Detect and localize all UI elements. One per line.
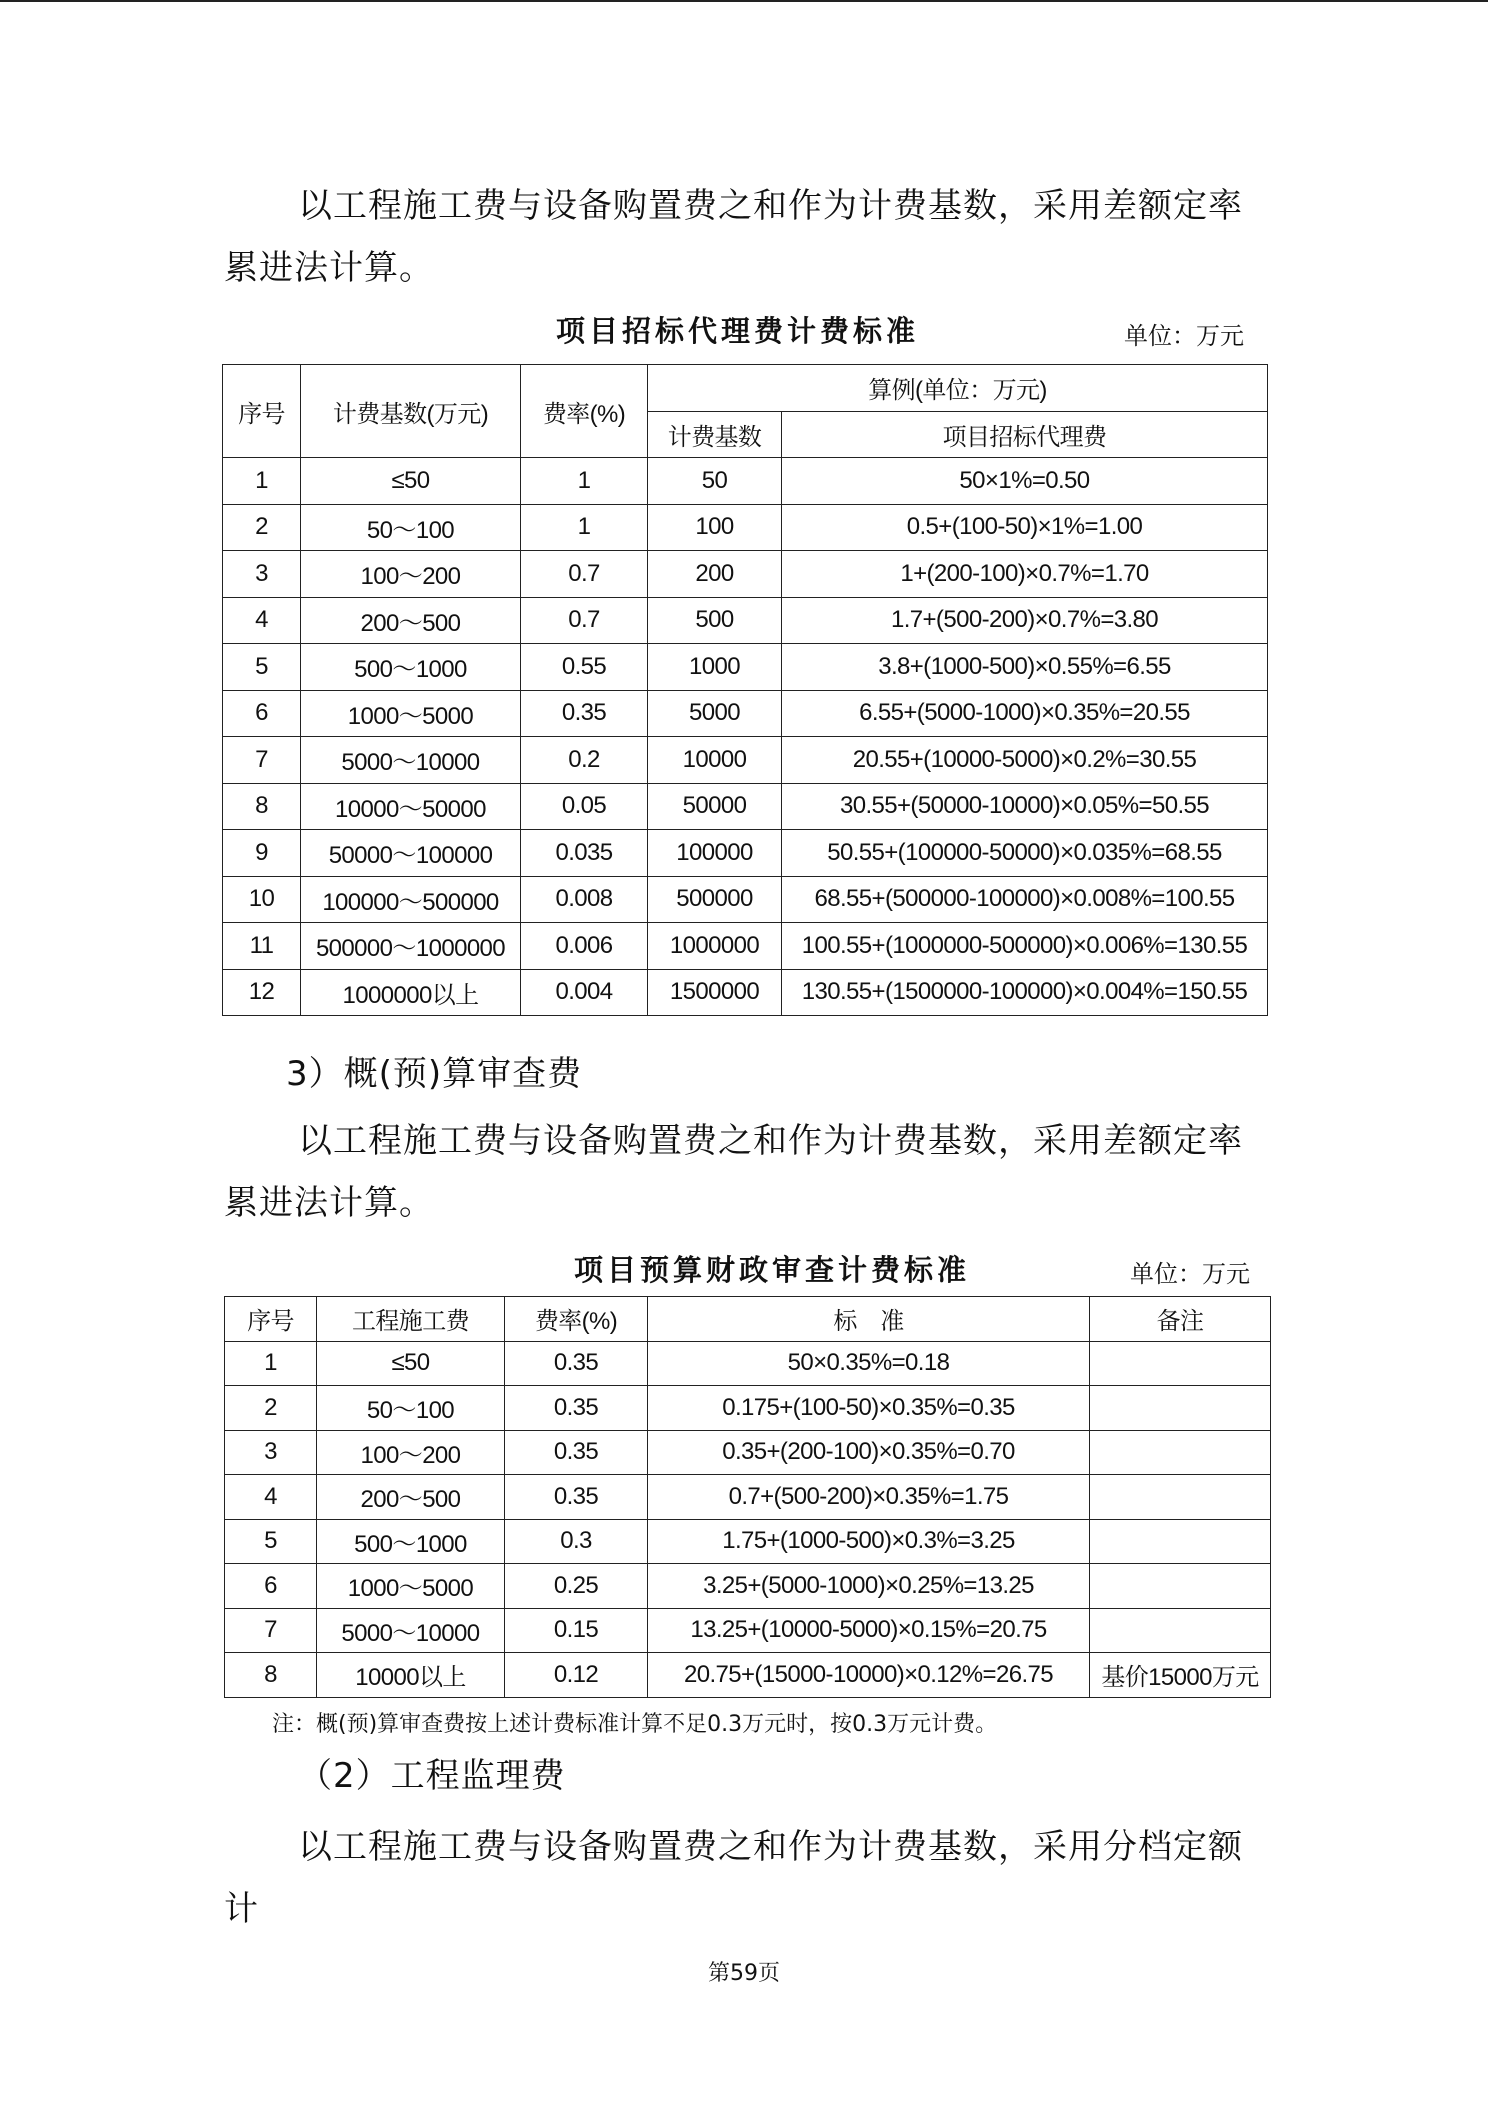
- t2-row: [225, 1564, 1271, 1609]
- t1-cell-ex-base: 50000: [648, 783, 782, 830]
- t1-row: [223, 737, 1268, 784]
- t1-cell-ex-fee: 3.8+(1000-500)×0.55%=6.55: [782, 644, 1268, 691]
- t2-cell-seq: 3: [225, 1430, 317, 1475]
- t2-cell-remark: [1090, 1430, 1271, 1475]
- t2-cell-remark: [1090, 1519, 1271, 1564]
- t1-cell-rate: 1: [521, 458, 648, 505]
- t2-cell-rate: 0.15: [505, 1608, 648, 1653]
- page-number: 第59页: [708, 1961, 780, 1986]
- t1-cell-seq: 6: [223, 690, 301, 737]
- t2-cell-cost: 50～100: [317, 1386, 505, 1431]
- table1-unit: 单位：万元: [1124, 322, 1244, 350]
- t2-header-standard: 标 准: [648, 1297, 1090, 1342]
- t1-cell-base: 100000～500000: [301, 876, 521, 923]
- t2-header-rate: 费率(%): [505, 1297, 648, 1342]
- t1-cell-ex-fee: 68.55+(500000-100000)×0.008%=100.55: [782, 876, 1268, 923]
- intro-paragraph-2: 以工程施工费与设备购置费之和作为计费基数，采用差额定率累进法计算。: [224, 1121, 1243, 1223]
- t1-cell-ex-base: 1000: [648, 644, 782, 691]
- t1-cell-base: 1000000以上: [301, 969, 521, 1016]
- t2-cell-standard: 13.25+(10000-5000)×0.15%=20.75: [648, 1608, 1090, 1653]
- t2-cell-remark: [1090, 1475, 1271, 1520]
- table2-footnote: 注：概(预)算审查费按上述计费标准计算不足0.3万元时，按0.3万元计费。: [272, 1712, 998, 1737]
- t1-cell-seq: 2: [223, 504, 301, 551]
- table1-title: 项目招标代理费计费标准: [556, 314, 920, 348]
- t1-row: [223, 783, 1268, 830]
- t1-cell-seq: 4: [223, 597, 301, 644]
- t1-cell-base: 50～100: [301, 504, 521, 551]
- t1-cell-ex-fee: 0.5+(100-50)×1%=1.00: [782, 504, 1268, 551]
- t1-cell-seq: 10: [223, 876, 301, 923]
- t1-cell-base: 1000～5000: [301, 690, 521, 737]
- t1-cell-rate: 0.05: [521, 783, 648, 830]
- t2-cell-cost: 5000～10000: [317, 1608, 505, 1653]
- t2-row: [225, 1386, 1271, 1431]
- t1-cell-ex-base: 100000: [648, 830, 782, 877]
- t2-cell-standard: 50×0.35%=0.18: [648, 1341, 1090, 1386]
- t1-cell-seq: 7: [223, 737, 301, 784]
- t1-cell-rate: 0.006: [521, 923, 648, 970]
- t2-cell-seq: 7: [225, 1608, 317, 1653]
- t1-row: [223, 830, 1268, 877]
- t1-cell-ex-base: 10000: [648, 737, 782, 784]
- t1-cell-ex-fee: 100.55+(1000000-500000)×0.006%=130.55: [782, 923, 1268, 970]
- t1-cell-base: 10000～50000: [301, 783, 521, 830]
- t1-cell-ex-fee: 30.55+(50000-10000)×0.05%=50.55: [782, 783, 1268, 830]
- t2-cell-cost: 200～500: [317, 1475, 505, 1520]
- t1-cell-ex-base: 500: [648, 597, 782, 644]
- t1-cell-rate: 1: [521, 504, 648, 551]
- t1-cell-ex-fee: 50×1%=0.50: [782, 458, 1268, 505]
- t2-cell-cost: 500～1000: [317, 1519, 505, 1564]
- t2-cell-remark: [1090, 1341, 1271, 1386]
- t2-cell-cost: 1000～5000: [317, 1564, 505, 1609]
- t2-row: [225, 1475, 1271, 1520]
- t2-row: [225, 1430, 1271, 1475]
- t2-cell-seq: 8: [225, 1653, 317, 1698]
- table2-unit: 单位：万元: [1130, 1260, 1250, 1288]
- t2-cell-remark: [1090, 1386, 1271, 1431]
- t2-cell-seq: 6: [225, 1564, 317, 1609]
- t1-cell-ex-fee: 50.55+(100000-50000)×0.035%=68.55: [782, 830, 1268, 877]
- t1-cell-base: 500000～1000000: [301, 923, 521, 970]
- t1-cell-rate: 0.35: [521, 690, 648, 737]
- t1-cell-ex-fee: 20.55+(10000-5000)×0.2%=30.55: [782, 737, 1268, 784]
- t1-cell-ex-base: 100: [648, 504, 782, 551]
- t1-cell-rate: 0.008: [521, 876, 648, 923]
- t1-cell-ex-base: 200: [648, 551, 782, 598]
- t2-cell-rate: 0.35: [505, 1475, 648, 1520]
- t2-row: [225, 1608, 1271, 1653]
- t1-cell-base: 5000～10000: [301, 737, 521, 784]
- t1-cell-base: 500～1000: [301, 644, 521, 691]
- t1-header-example-fee: 项目招标代理费: [782, 411, 1268, 458]
- t1-header-base: 计费基数(万元): [301, 365, 521, 458]
- intro-paragraph-3: 以工程施工费与设备购置费之和作为计费基数，采用分档定额计: [224, 1827, 1243, 1929]
- t2-cell-remark: 基价15000万元: [1090, 1653, 1271, 1698]
- t2-cell-cost: 100～200: [317, 1430, 505, 1475]
- t2-cell-remark: [1090, 1564, 1271, 1609]
- t1-cell-ex-fee: 6.55+(5000-1000)×0.35%=20.55: [782, 690, 1268, 737]
- t1-cell-seq: 11: [223, 923, 301, 970]
- t2-cell-seq: 1: [225, 1341, 317, 1386]
- t1-cell-seq: 12: [223, 969, 301, 1016]
- page-top-border: [0, 0, 1488, 2]
- t1-cell-rate: 0.7: [521, 597, 648, 644]
- t1-row: [223, 690, 1268, 737]
- t2-row: [225, 1341, 1271, 1386]
- t1-row: [223, 876, 1268, 923]
- table2-title: 项目预算财政审查计费标准: [574, 1253, 971, 1287]
- t1-row: [223, 504, 1268, 551]
- budget-review-table: [224, 1296, 1271, 1698]
- t2-cell-rate: 0.35: [505, 1341, 648, 1386]
- t1-cell-base: 100～200: [301, 551, 521, 598]
- section-3-heading: 3）概(预)算审查费: [286, 1054, 583, 1094]
- t2-cell-seq: 2: [225, 1386, 317, 1431]
- t2-cell-cost: 10000以上: [317, 1653, 505, 1698]
- t1-cell-seq: 5: [223, 644, 301, 691]
- t1-cell-ex-base: 1500000: [648, 969, 782, 1016]
- t1-cell-base: ≤50: [301, 458, 521, 505]
- t2-row: [225, 1653, 1271, 1698]
- t1-cell-ex-fee: 1.7+(500-200)×0.7%=3.80: [782, 597, 1268, 644]
- t1-cell-ex-base: 5000: [648, 690, 782, 737]
- t1-cell-ex-fee: 130.55+(1500000-100000)×0.004%=150.55: [782, 969, 1268, 1016]
- t1-header-rate: 费率(%): [521, 365, 648, 458]
- t2-cell-standard: 0.35+(200-100)×0.35%=0.70: [648, 1430, 1090, 1475]
- t2-body: [225, 1341, 1271, 1697]
- t1-cell-ex-base: 500000: [648, 876, 782, 923]
- t2-cell-seq: 5: [225, 1519, 317, 1564]
- t1-row: [223, 923, 1268, 970]
- t1-header-example: 算例(单位：万元): [648, 365, 1268, 412]
- t2-header-seq: 序号: [225, 1297, 317, 1342]
- t1-cell-base: 50000～100000: [301, 830, 521, 877]
- t2-header-cost: 工程施工费: [317, 1297, 505, 1342]
- t2-cell-rate: 0.3: [505, 1519, 648, 1564]
- t1-cell-rate: 0.004: [521, 969, 648, 1016]
- t1-header-seq: 序号: [223, 365, 301, 458]
- t1-cell-seq: 9: [223, 830, 301, 877]
- t1-cell-rate: 0.035: [521, 830, 648, 877]
- t2-cell-standard: 0.175+(100-50)×0.35%=0.35: [648, 1386, 1090, 1431]
- agency-fee-table: [222, 364, 1268, 1016]
- t1-cell-seq: 1: [223, 458, 301, 505]
- t1-row: [223, 644, 1268, 691]
- t2-cell-standard: 3.25+(5000-1000)×0.25%=13.25: [648, 1564, 1090, 1609]
- t1-row: [223, 458, 1268, 505]
- t1-row: [223, 597, 1268, 644]
- intro-paragraph-1: 以工程施工费与设备购置费之和作为计费基数，采用差额定率累进法计算。: [224, 186, 1243, 288]
- t1-cell-rate: 0.55: [521, 644, 648, 691]
- t2-cell-rate: 0.12: [505, 1653, 648, 1698]
- t1-cell-seq: 3: [223, 551, 301, 598]
- t1-cell-base: 200～500: [301, 597, 521, 644]
- t1-body: [223, 458, 1268, 1016]
- t2-header-remark: 备注: [1090, 1297, 1271, 1342]
- t1-cell-ex-fee: 1+(200-100)×0.7%=1.70: [782, 551, 1268, 598]
- section-2-heading: （2）工程监理费: [298, 1756, 566, 1796]
- t2-cell-cost: ≤50: [317, 1341, 505, 1386]
- t2-cell-standard: 0.7+(500-200)×0.35%=1.75: [648, 1475, 1090, 1520]
- t2-cell-standard: 1.75+(1000-500)×0.3%=3.25: [648, 1519, 1090, 1564]
- t2-cell-standard: 20.75+(15000-10000)×0.12%=26.75: [648, 1653, 1090, 1698]
- t1-cell-rate: 0.2: [521, 737, 648, 784]
- t2-cell-remark: [1090, 1608, 1271, 1653]
- t1-cell-ex-base: 50: [648, 458, 782, 505]
- t1-row: [223, 969, 1268, 1016]
- t1-cell-ex-base: 1000000: [648, 923, 782, 970]
- t1-cell-rate: 0.7: [521, 551, 648, 598]
- t1-header-example-base: 计费基数: [648, 411, 782, 458]
- t2-cell-rate: 0.25: [505, 1564, 648, 1609]
- t2-row: [225, 1519, 1271, 1564]
- t2-cell-rate: 0.35: [505, 1386, 648, 1431]
- t1-cell-seq: 8: [223, 783, 301, 830]
- t1-row: [223, 551, 1268, 598]
- t2-cell-rate: 0.35: [505, 1430, 648, 1475]
- t2-cell-seq: 4: [225, 1475, 317, 1520]
